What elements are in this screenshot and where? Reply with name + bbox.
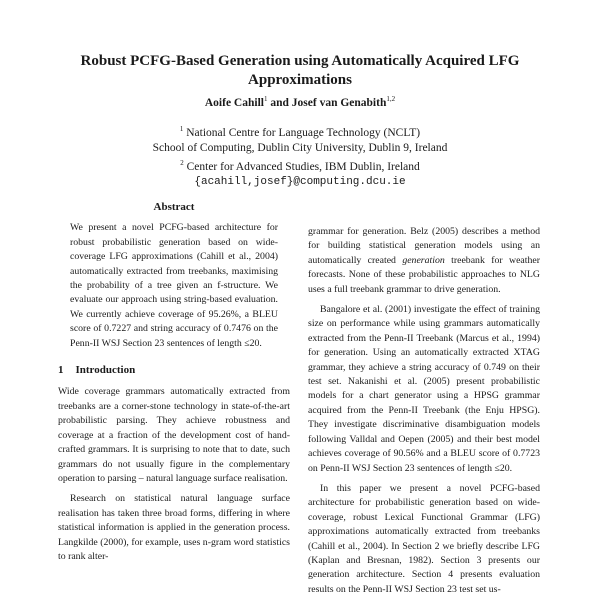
affiliation-line <box>60 156 540 175</box>
affil-mark: 2 <box>180 158 184 167</box>
author-affil-mark: 1 <box>263 95 268 103</box>
affiliations <box>60 122 540 190</box>
paper-title: Robust PCFG-Based Generation using Automatically Acquired LFG Approximations <box>80 53 520 88</box>
left-column <box>58 200 290 564</box>
paragraph: Research on statistical natural language surface realisation has taken three broad forms, differing in where statistical information is applied in the generation process. Langkilde (2000), for example, uses n-gram word statistics to rank alter- <box>58 493 290 562</box>
abstract-body <box>58 221 290 351</box>
author-affil-mark: 1,2 <box>386 95 396 103</box>
section-number: 1 <box>58 364 64 377</box>
abstract-heading: Abstract <box>153 201 195 213</box>
affil-text: Center for Advanced Studies, IBM Dublin, Ireland <box>183 160 420 173</box>
text-run: treebank for weather forecasts. None of these probabilistic approaches to NLG uses a full treebank grammar to drive generation. <box>308 254 540 295</box>
affil-mark: 1 <box>179 125 184 133</box>
text-run: grammar for generation. Belz (2005) describes a method for building statistical generation models using an automatically created <box>308 226 540 266</box>
authors-and: and <box>267 96 292 109</box>
right-column <box>308 225 540 597</box>
section-title: Introduction <box>75 364 136 377</box>
paragraph: Wide coverage grammars automatically extracted from treebanks are a corner-stone technology in state-of-the-art probabilistic parsing. They achieve robustness and coverage at a fraction of the development cost of hand-crafted grammars. It is surprising to note that to date, such grammars do not usually figure in the complementary operation to parsing – natural language surface realisation. <box>58 386 290 484</box>
author-name: Aoife Cahill <box>204 96 264 109</box>
paragraph <box>308 225 540 297</box>
author-email: {acahill,josef}@computing.dcu.ie <box>194 175 406 188</box>
paragraph: Bangalore et al. (2001) investigate the effect of training size on performance while using grammars automatically extracted from the Penn-II Treebank (Marcus et al., 1994) for generation. Using an automatically extracted XTAG grammar, they achieve a string accuracy of 0.749 on their test set. Nakanishi et al. (2005) present probabilistic models for a chart generator using a HPSG grammar acquired from the Penn-II Treebank (the Enju HPSG). They investigate discriminative disambiguation models following Valldal and Oepen (2005) and their best model achieves coverage of 90.56% and a BLEU score of 0.7723 on Penn-II WSJ Section 23 sentences of length ≤20. <box>308 304 540 474</box>
author-name: Josef van Genabith <box>291 96 387 109</box>
affiliation-line: School of Computing, Dublin City University, Dublin 9, Ireland <box>152 141 448 154</box>
affiliation-line <box>60 122 540 141</box>
emphasis: generation <box>402 254 445 266</box>
paragraph: In this paper we present a novel PCFG-based architecture for probabilistic generation based on wide-coverage, robust Lexical Functional Grammar (LFG) approximations automatically extracted from treebanks (Cahill et al., 2004). In Section 2 we briefly describe LFG (Kaplan and Bresnan, 1982). Section 3 presents our generation architecture. Section 4 presents evaluation results on the Penn-II WSJ Section 23 test set us- <box>308 482 540 595</box>
authors <box>60 95 540 109</box>
affil-text: National Centre for Language Technology (NCLT) <box>183 126 421 139</box>
section-heading <box>58 363 290 377</box>
abstract-text: We present a novel PCFG-based architecture for robust probabilistic generation based on wide-coverage LFG approximations (Cahill et al., 2004) automatically extracted from treebanks, maximising the probability of a tree given an f-structure. We evaluate our approach using string-based evaluation. We currently achieve coverage of 95.26%, a BLEU score of 0.7227 and string accuracy of 0.7476 on the Penn-II WSJ Section 23 sentences of length ≤20. <box>70 222 278 349</box>
